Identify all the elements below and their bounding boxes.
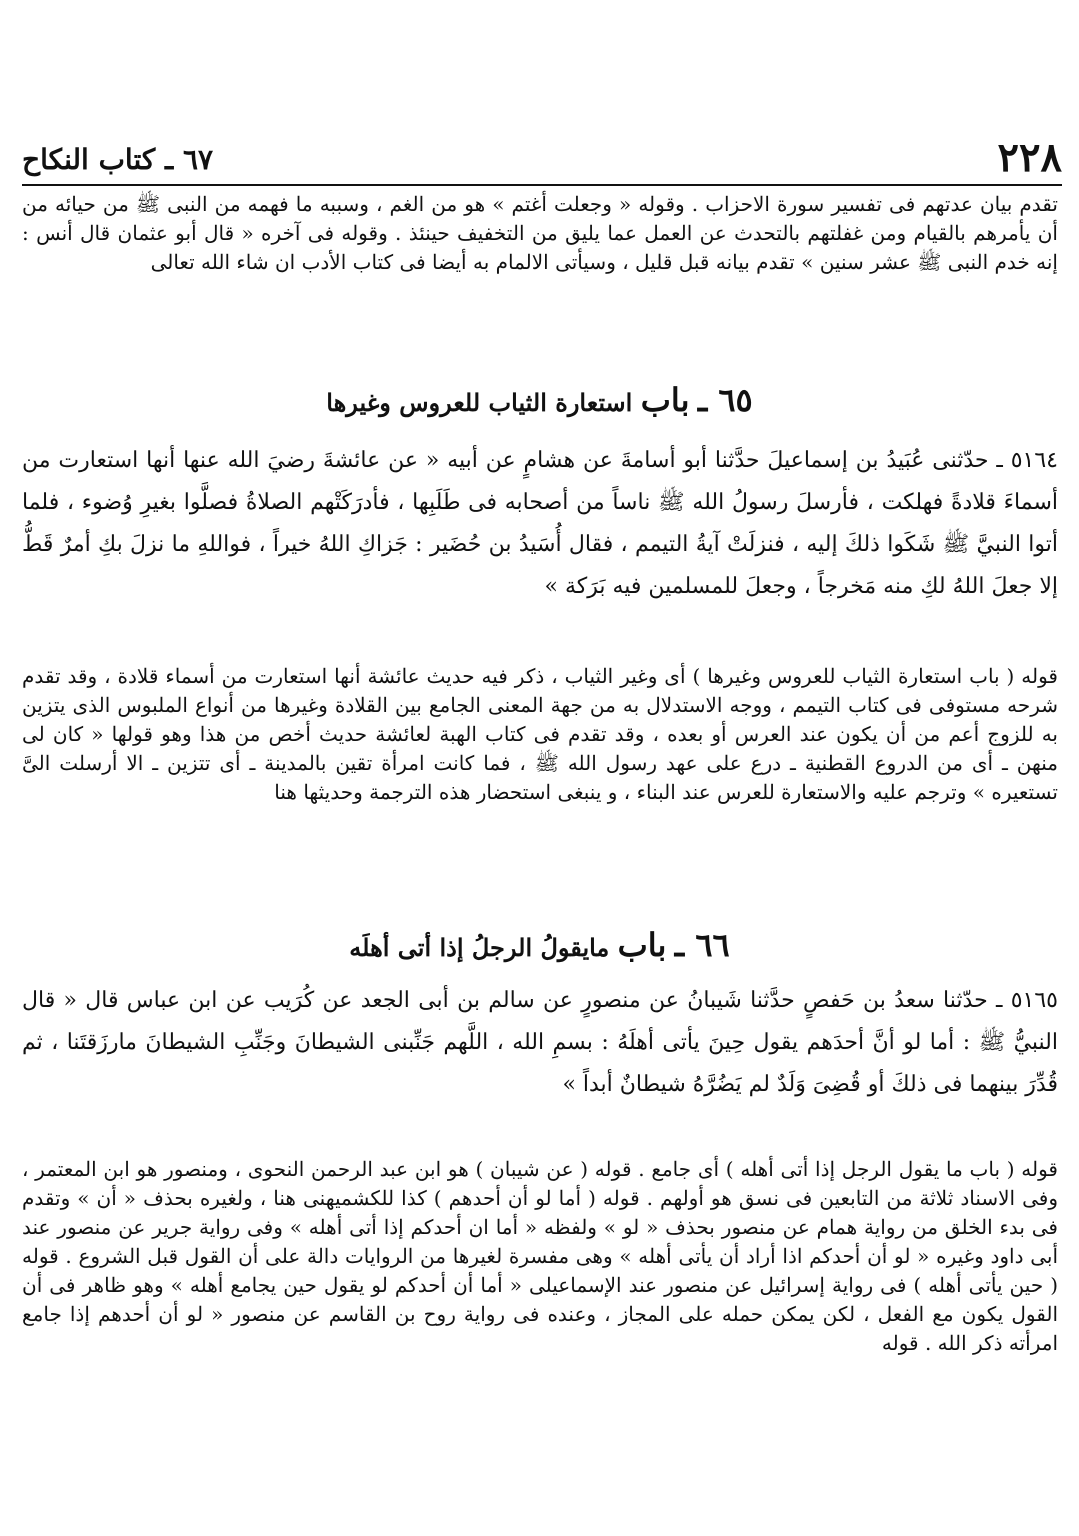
chapter-number: ٦٥ ـ [697, 381, 753, 419]
chapter-bab-label: باب [640, 381, 690, 419]
hadith-5165: ٥١٦٥ ـ حدّثنا سعدُ بن حَفصٍ حدَّثنا شَيبانُ عن منصورٍ عن سالم بن أبى الجعد عن كُرَيب عن ابن عباس قال « قال النبيُّ ﷺ : أما لو أنَّ أحدَهم يقول حِينَ يأتى أهلَهُ : بسمِ الله ، اللَّهم جَنِّبنى الشيطانَ وجَنِّبِ الشيطانَ مارزَقتَنا ، ثم قُدِّرَ بينهما فى ذلكَ أو قُضِىَ وَلَدٌ لم يَضُرَّهُ شيطانٌ أبداً » [22, 988, 1058, 1097]
commentary-chapter-66: قوله ( باب ما يقول الرجل إذا أتى أهله ) أى جامع . قوله ( عن شيبان ) هو ابن عبد الرحمن النحوى ، ومنصور هو ابن المعتمر ، وفى الاسناد ثلاثة من التابعين فى نسق هو أولهم . قوله ( أما لو أن أحدهم ) كذا للكشميهنى هنا ، ولغيره بحذف « أن » وتقدم فى بدء الخلق من رواية همام عن منصور بحذف « لو » ولفظه « أما ان أحدكم إذا أتى أهله » وفى رواية جرير عن منصور عند أبى داود وغيره « لو أن أحدكم اذا أراد أن يأتى أهله » وهى مفسرة لغيرها من الروايات دالة على أن القول قبل الشروع . قوله ( حين يأتى أهله ) فى رواية إسرائيل عن منصور عند الإسماعيلى « أما أن أحدكم لو يقول حين يجامع أهله » وهو ظاهر فى أن القول يكون مع الفعل ، لكن يمكن حمله على المجاز ، وعنده فى رواية روح بن القاسم عن منصور « لو أن أحدهم إذا جامع امرأته ذكر الله . قوله [22, 1157, 1058, 1355]
chapter-number: ٦٦ ـ [674, 926, 730, 964]
chapter-heading-65 [0, 380, 1079, 423]
chapter-title: مايقولُ الرجلُ إذا أتى أهلَه [349, 933, 610, 962]
book-title: ٦٧ ـ كتاب النكاح [22, 143, 214, 176]
hadith-5164: ٥١٦٤ ـ حدّثنى عُبَيدُ بن إسماعيلَ حدَّثنا أبو أسامةَ عن هشامٍ عن أبيه « عن عائشةَ رضيَ الله عنها أنها استعارت من أسماءَ قلادةً فهلكت ، فأرسلَ رسولُ الله ﷺ ناساً من أصحابه فى طَلَبِها ، فأدرَكَتْهم الصلاةُ فصلَّوا بغيرِ وُضوء ، فلما أتوا النبيَّ ﷺ شَكَوا ذلكَ إليه ، فنزلَتْ آيةُ التيمم ، فقال أُسَيدُ بن حُضَير : جَزاكِ اللهُ خيراً ، فواللهِ ما نزلَ بكِ أمرٌ قَطُّ إلا جعلَ اللهُ لكِ منه مَخرجاً ، وجعلَ للمسلمين فيه بَرَكة » [22, 448, 1058, 599]
commentary-chapter-65: قوله ( باب استعارة الثياب للعروس وغيرها ) أى وغير الثياب ، ذكر فيه حديث عائشة أنها استعارت من أسماء قلادة ، وقد تقدم شرحه مستوفى فى كتاب التيمم ، ووجه الاستدلال به من جهة المعنى الجامع بين القلادة وغيرها من أنواع الملبوس الذى يتزين به للزوج أعم من أن يكون عند العرس أو بعده ، وقد تقدم فى كتاب الهبة لعائشة حديث أخص من هذا وهو قولها « كان لى منهن ـ أى من الدروع القطنية ـ درع على عهد رسول الله ﷺ ، فما كانت امرأة تقين بالمدينة ـ أى تتزين ـ الا أرسلت الىَّ تستعيره » وترجم عليه والاستعارة للعرس عند البناء ، و ينبغى استحضار هذه الترجمة وحديثها هنا [22, 664, 1059, 804]
chapter-title: استعارة الثياب للعروس وغيرها [326, 388, 633, 417]
chapter-bab-label: باب [617, 926, 667, 964]
page-header [22, 134, 1062, 186]
page-number: ٢٢٨ [997, 134, 1062, 181]
paragraph-commentary-intro: تقدم بيان عدتهم فى تفسير سورة الاحزاب . وقوله « وجعلت أغتم » هو من الغم ، وسببه ما فهمه من النبى ﷺ من حيائه من أن يأمرهم بالقيام ومن غفلتهم بالتحدث عن العمل عما يليق من التخفيف حينئذ . وقوله فى آخره « قال أبو عثمان قال أنس : إنه خدم النبى ﷺ عشر سنين » تقدم بيانه قبل قليل ، وسيأتى الالمام به أيضا فى كتاب الأدب ان شاء الله تعالى [22, 192, 1058, 274]
chapter-heading-66 [0, 925, 1079, 968]
